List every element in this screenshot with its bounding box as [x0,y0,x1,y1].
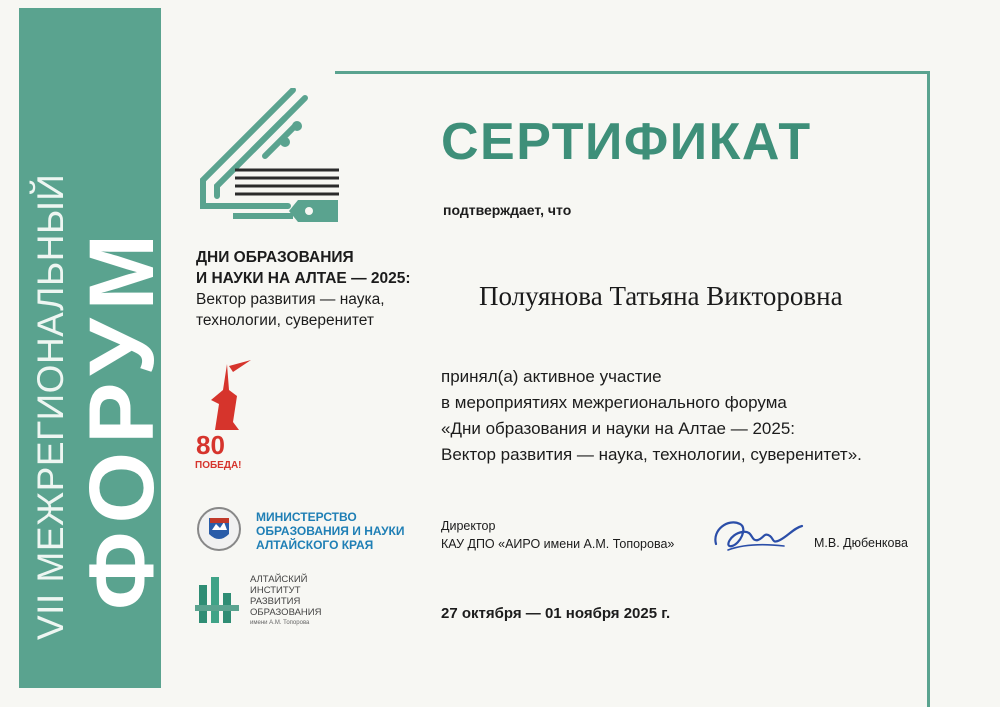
institute-line: АЛТАЙСКИЙ [250,574,308,585]
director-block [441,517,674,553]
pobeda-number: 80 [196,430,225,460]
band-subtitle: VII МЕЖРЕГИОНАЛЬНЫЙ [30,173,71,640]
victory-80-logo-icon [193,360,257,472]
participation-text [441,364,862,468]
body-line: Вектор развития — наука, технологии, суверенитет». [441,445,862,464]
ministry-name [256,510,405,552]
confirms-text: подтверждает, что [443,202,572,218]
frame-top-line [335,71,930,74]
altai-coat-of-arms-icon [196,506,242,552]
institute-line: ОБРАЗОВАНИЯ [250,607,322,618]
band-title: ФОРУМ [71,225,173,610]
director-org: КАУ ДПО «АИРО имени А.М. Топорова» [441,537,675,551]
frame-right-line [927,71,930,707]
recipient-name: Полуянова Татьяна Викторовна [479,281,843,311]
body-line: «Дни образования и науки на Алтае — 2025: [441,419,795,438]
institute-line: ИНСТИТУТ [250,585,301,596]
ministry-line: АЛТАЙСКОГО КРАЯ [256,538,374,552]
forum-book-logo-icon [193,88,353,238]
ministry-line: ОБРАЗОВАНИЯ И НАУКИ [256,524,405,538]
forum-title [196,247,411,331]
certificate-title: СЕРТИФИКАТ [441,113,812,171]
forum-title-line: ДНИ ОБРАЗОВАНИЯ [196,249,354,266]
pobeda-word: ПОБЕДА! [195,460,242,471]
ministry-line: МИНИСТЕРСТВО [256,510,357,524]
body-line: принял(а) активное участие [441,367,662,386]
forum-subtitle-line: Вектор развития — наука, [196,291,385,308]
institute-line: имени А.М. Топорова [250,620,310,626]
forum-title-line: И НАУКИ НА АЛТАЕ — 2025: [196,270,411,287]
forum-subtitle-line: технологии, суверенитет [196,312,374,329]
body-line: в мероприятиях межрегионального форума [441,393,787,412]
signature-icon [710,514,805,556]
institute-logo-icon [195,575,241,625]
director-title: Директор [441,519,496,533]
institute-line: РАЗВИТИЯ [250,596,301,607]
institute-name [250,574,321,629]
director-name: М.В. Дюбенкова [814,536,908,550]
event-dates: 27 октября — 01 ноября 2025 г. [441,605,671,622]
